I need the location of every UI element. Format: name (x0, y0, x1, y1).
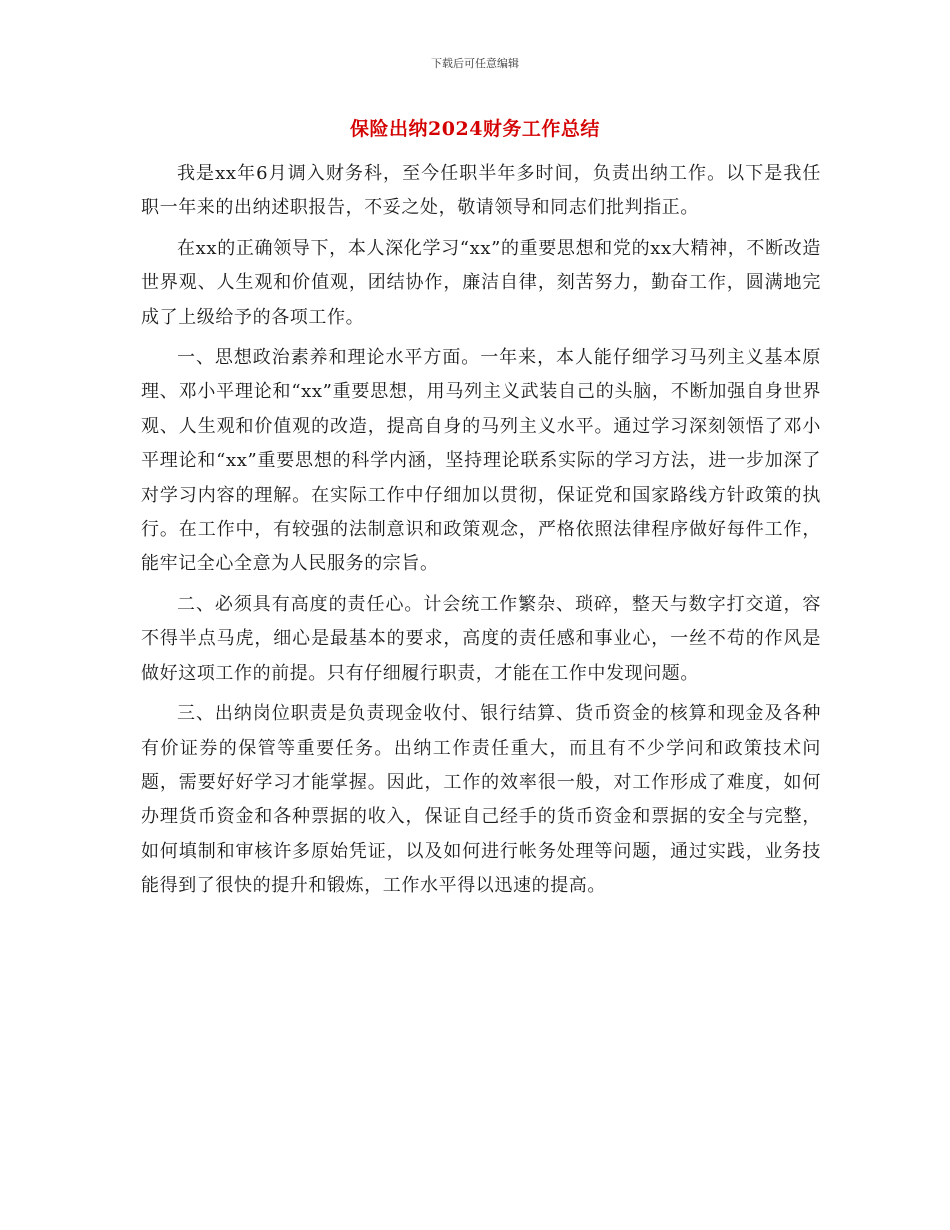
paragraph-section-three: 三、出纳岗位职责是负责现金收付、银行结算、货币资金的核算和现金及各种有价证券的保管等重要任务。出纳工作责任重大，而且有不少学问和政策技术问题，需要好好学习才能掌握。因此，工作的效率很一般，对工作形成了难度，如何办理货币资金和各种票据的收入，保证自己经手的货币资金和票据的安全与完整，如何填制和审核许多原始凭证，以及如何进行帐务处理等问题，通过实践，业务技能得到了很快的提升和锻炼，工作水平得以迅速的提高。 (141, 703, 821, 897)
paragraph-section-two: 二、必须具有高度的责任心。计会统工作繁杂、琐碎，整天与数字打交道，容不得半点马虎，细心是最基本的要求，高度的责任感和事业心，一丝不苟的作风是做好这项工作的前提。只有仔细履行职责，才能在工作中发现问题。 (141, 593, 821, 684)
document-body (141, 157, 821, 910)
paragraph-leadership: 在xx的正确领导下，本人深化学习“xx”的重要思想和党的xx大精神，不断改造世界观、人生观和价值观，团结协作，廉洁自律，刻苦努力，勤奋工作，圆满地完成了上级给予的各项工作。 (141, 237, 821, 328)
header-note: 下载后可任意编辑 (431, 57, 519, 70)
document-title: 保险出纳2024财务工作总结 (350, 118, 600, 140)
paragraph-intro: 我是xx年6月调入财务科，至今任职半年多时间，负责出纳工作。以下是我任职一年来的出纳述职报告，不妥之处，敬请领导和同志们批判指正。 (141, 163, 821, 219)
paragraph-section-one: 一、思想政治素养和理论水平方面。一年来，本人能仔细学习马列主义基本原理、邓小平理论和“xx”重要思想，用马列主义武装自己的头脑，不断加强自身世界观、人生观和价值观的改造，提高自身的马列主义水平。通过学习深刻领悟了邓小平理论和“xx”重要思想的科学内涵，坚持理论联系实际的学习方法，进一步加深了对学习内容的理解。在实际工作中仔细加以贯彻，保证党和国家路线方针政策的执行。在工作中，有较强的法制意识和政策观念，严格依照法律程序做好每件工作，能牢记全心全意为人民服务的宗旨。 (141, 347, 821, 575)
